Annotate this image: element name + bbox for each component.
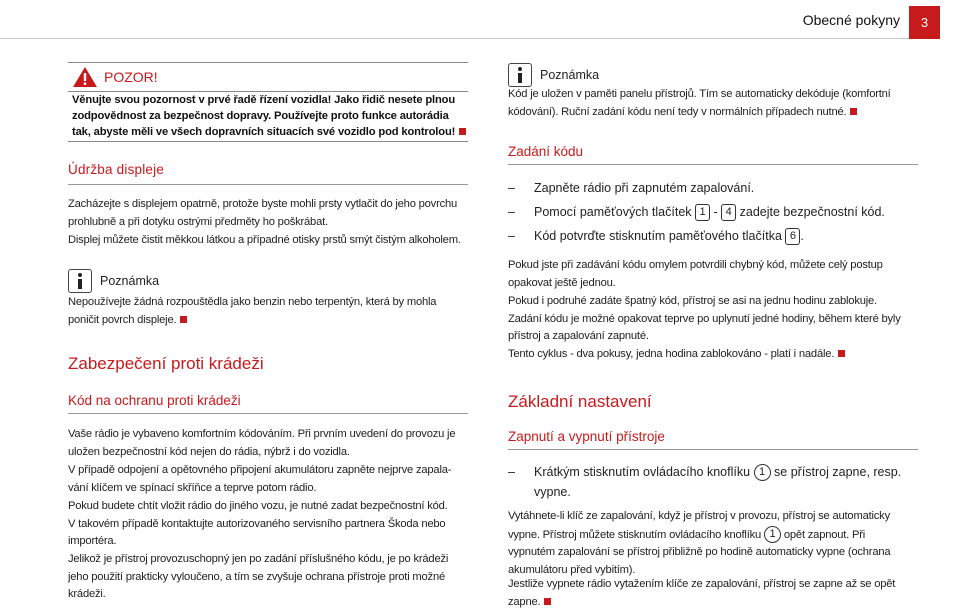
warning-triangle-icon xyxy=(72,66,98,88)
text-line: Pokud budete chtít vložit rádio do jiného vozu, je nutné zadat bezpečnostní kód. xyxy=(68,500,448,512)
text-line: Nepoužívejte žádná rozpouštědla jako benzin nebo terpentýn, která by mohla xyxy=(68,296,437,308)
memory-button-key: 4 xyxy=(721,204,736,221)
warning-line: tak, abyste měli ve všech dopravních situacích své vozidlo pod kontrolou! xyxy=(72,125,456,138)
text-line: přístroj a zapalování zapnuté. xyxy=(508,330,649,342)
note-left-header xyxy=(68,268,159,294)
text-line: V takovém případě kontaktujte autorizovaného servisního partnera Škoda nebo xyxy=(68,517,446,530)
section-rule xyxy=(68,413,468,414)
end-marker xyxy=(850,108,857,115)
list-item: – Krátkým stisknutím ovládacího knoflíku 1 se přístroj zapne, resp. xyxy=(508,465,902,479)
warning-title: POZOR! xyxy=(104,69,158,85)
theft-heading: Zabezpečení proti krádeži xyxy=(68,354,264,373)
step-text: vypne. xyxy=(534,485,571,499)
step-text: se přístroj zapne, resp. xyxy=(774,465,902,479)
memory-button-key: 1 xyxy=(695,204,710,221)
text-line: Jelikož je přístroj provozuschopný jen po zadání příslušného kódu, je po krádeži xyxy=(68,553,449,565)
code-entry-heading: Zadání kódu xyxy=(508,144,584,159)
page-number: 3 xyxy=(909,6,940,39)
text-line: importéra. xyxy=(68,535,117,547)
end-marker xyxy=(544,598,551,605)
text-line: akumulátoru před vybitím). xyxy=(508,563,636,576)
list-item-continuation xyxy=(508,481,918,501)
section-rule xyxy=(508,164,918,165)
theft-para-3 xyxy=(68,498,468,551)
note-right-header xyxy=(508,62,599,88)
page-header xyxy=(0,0,960,40)
list-item: – Zapněte rádio při zapnutém zapalování. xyxy=(508,181,755,195)
basic-para-1 xyxy=(508,508,928,579)
text-line: prohlubně a při dotyku ostrými předměty ho poškrábat. xyxy=(68,215,328,228)
text-line: Zadání kódu je možné opakovat teprve po uplynutí jedné hodiny, během které byly xyxy=(508,312,901,325)
text-line: Pokud jste při zadávání kódu omylem potvrdili chybný kód, můžete celý postup xyxy=(508,259,883,271)
header-rule xyxy=(0,38,909,39)
text-line: Kód je uložen v paměti panelu přístrojů. Tím se automaticky dekóduje (komfortní xyxy=(508,88,891,100)
step-text: Pomocí paměťových tlačítek xyxy=(534,205,692,219)
memory-button-key: 6 xyxy=(785,228,800,245)
text-line: jeho použití prakticky vyloučeno, a tím se zvyšuje ochrana přístroje proti možné xyxy=(68,570,445,583)
note-right-text xyxy=(508,86,918,121)
text-line: vypne. Přístroj můžete stisknutím ovládacího knoflíku xyxy=(508,528,762,541)
power-steps xyxy=(508,461,918,501)
text-line: Pokud i podruhé zadáte špatný kód, přístroj se asi na jednu hodinu zablokuje. xyxy=(508,295,877,307)
note-right-title: Poznámka xyxy=(540,68,600,82)
display-care-heading: Údržba displeje xyxy=(68,162,165,177)
text-line: Vytáhnete-li klíč ze zapalování, když je přístroj v provozu, přístroj se automaticky xyxy=(508,510,890,522)
info-icon xyxy=(68,269,92,293)
text-line: Vaše rádio je vybaveno komfortním kódováním. Při prvním uvedení do provozu je xyxy=(68,428,456,440)
warning-line: zodpovědnost za bezpečnost dopravy. Používejte proto funkce autorádia xyxy=(72,109,449,122)
step-text: - xyxy=(713,205,718,219)
warning-header xyxy=(72,65,158,89)
text-line: poničit povrch displeje. xyxy=(68,313,177,326)
code-entry-steps xyxy=(508,177,918,249)
step-text: zadejte bezpečnostní kód. xyxy=(739,205,885,219)
warning-box xyxy=(68,62,468,142)
theft-para-2 xyxy=(68,462,468,497)
info-icon xyxy=(508,63,532,87)
warning-text xyxy=(72,93,468,140)
text-line: Zacházejte s displejem opatrně, protože byste mohli prsty vytlačit do jeho povrchu xyxy=(68,198,458,210)
text-line: krádeži. xyxy=(68,588,106,600)
end-marker xyxy=(838,350,845,357)
code-entry-para-3 xyxy=(508,346,918,364)
step-text: . xyxy=(800,229,804,243)
end-marker xyxy=(459,128,466,135)
text-line: opakovat ještě jednou. xyxy=(508,276,616,289)
control-knob-key: 1 xyxy=(754,464,771,481)
basic-subheading: Zapnutí a vypnutí přístroje xyxy=(508,429,665,444)
text-line: uložen bezpečnostní kód nejen do rádia, nýbrž i do vozidla. xyxy=(68,445,350,458)
list-item: – Kód potvrďte stisknutím paměťového tlačítka 6 . xyxy=(508,229,804,243)
code-entry-para-2 xyxy=(508,293,918,346)
text-line: vání klíčem ve spínací skříňce a teprve potom rádio. xyxy=(68,481,317,494)
text-line: vypnutém zapalování se přístroj přibližně po hodině automaticky vypne (ochrana xyxy=(508,546,891,558)
step-text: Krátkým stisknutím ovládacího knoflíku xyxy=(534,465,751,479)
note-left-title: Poznámka xyxy=(100,274,160,288)
text-line: opět zapnout. Při xyxy=(783,528,866,541)
page-header-title: Obecné pokyny xyxy=(802,12,900,28)
code-entry-para-1 xyxy=(508,257,918,292)
display-care-para-1 xyxy=(68,196,468,231)
list-item: – Pomocí paměťových tlačítek 1 - 4 zadejte bezpečnostní kód. xyxy=(508,205,885,219)
text-line: kódování). Ruční zadání kódu není tedy v normálních případech nutné. xyxy=(508,105,847,118)
basic-para-2 xyxy=(508,576,928,610)
control-knob-key: 1 xyxy=(764,526,781,543)
theft-para-1 xyxy=(68,426,468,461)
theft-subheading: Kód na ochranu proti krádeži xyxy=(68,393,241,408)
text-line: Tento cyklus - dva pokusy, jedna hodina zablokováno - platí i nadále. xyxy=(508,348,835,360)
theft-para-4 xyxy=(68,551,468,604)
text-line: Jestliže vypnete rádio vytažením klíče ze zapalování, přístroj se zapne až se opět xyxy=(508,578,896,590)
step-text: Zapněte rádio při zapnutém zapalování. xyxy=(534,181,755,195)
section-rule xyxy=(68,184,468,185)
display-care-para-2: Displej můžete čistit měkkou látkou a případné otisky prstů smýt čistým alkoholem. xyxy=(68,234,461,246)
section-rule xyxy=(508,449,918,450)
basic-heading: Základní nastavení xyxy=(508,392,652,411)
text-line: zapne. xyxy=(508,595,541,608)
warning-divider xyxy=(68,91,468,92)
text-line: V případě odpojení a opětovného připojení akumulátoru zapněte nejprve zapala- xyxy=(68,464,452,476)
end-marker xyxy=(180,316,187,323)
note-left-text xyxy=(68,294,468,329)
warning-line: Věnujte svou pozornost v prvé řadě řízení vozidla! Jako řidič nesete plnou xyxy=(72,94,456,106)
step-text: Kód potvrďte stisknutím paměťového tlačítka xyxy=(534,229,782,243)
